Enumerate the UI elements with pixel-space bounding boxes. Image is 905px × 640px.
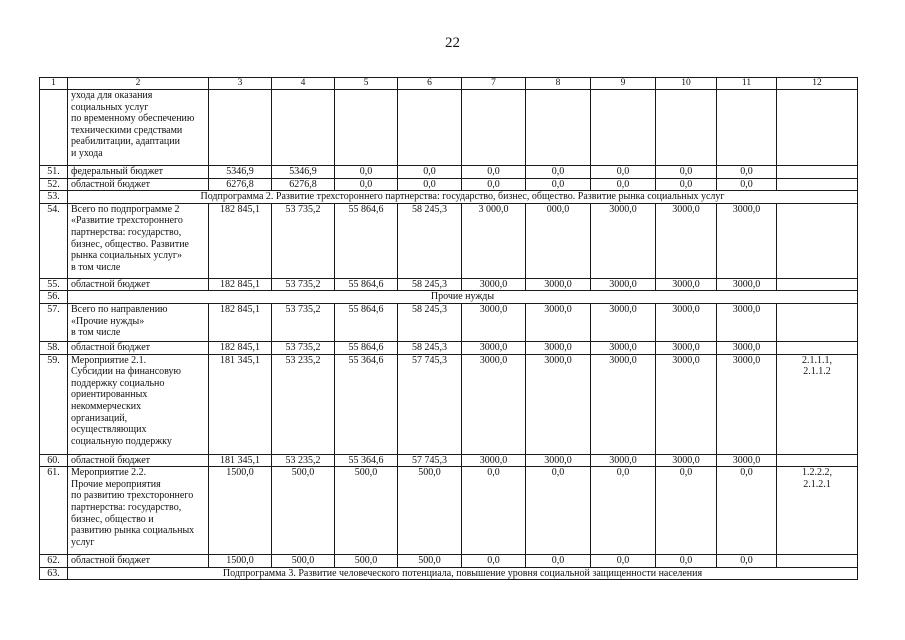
amount-cell: 0,0 [335,166,398,179]
section-title-cell: Подпрограмма 3. Развитие человеческого потенциала, повышение уровня социальной защищенности населения [68,567,858,580]
table-row [40,178,858,191]
amount-cell: 1500,0 [209,467,272,555]
amount-cell: 53 235,2 [272,454,335,467]
amount-cell: 3000,0 [717,203,777,278]
row-number-cell: 56. [40,291,68,304]
amount-cell: 3000,0 [462,454,526,467]
amount-cell: 0,0 [398,178,462,191]
header-row [40,78,858,90]
amount-cell: 0,0 [656,467,717,555]
amount-cell: 3000,0 [591,341,656,354]
item-name-cell: Мероприятие 2.2. Прочие мероприятия по развитию трехстороннего партнерства: государство, бизнес, общество и развитию рынка социальных услуг [68,467,209,555]
amount-cell: 55 864,6 [335,341,398,354]
amount-cell: 3000,0 [717,341,777,354]
column-header: 12 [777,78,858,90]
column-header: 7 [462,78,526,90]
amount-cell: 3000,0 [656,341,717,354]
amount-cell [335,90,398,166]
amount-cell: 0,0 [462,555,526,568]
amount-cell: 500,0 [335,467,398,555]
amount-cell: 3000,0 [656,354,717,454]
table-row [40,341,858,354]
reference-cell [777,203,858,278]
amount-cell: 0,0 [717,467,777,555]
reference-cell [777,90,858,166]
amount-cell: 3000,0 [656,454,717,467]
amount-cell: 0,0 [591,555,656,568]
amount-cell [656,90,717,166]
row-number-cell: 53. [40,191,68,204]
column-header: 4 [272,78,335,90]
amount-cell: 3000,0 [526,354,591,454]
amount-cell [717,90,777,166]
column-header: 10 [656,78,717,90]
amount-cell: 58 245,3 [398,203,462,278]
amount-cell: 3000,0 [591,278,656,291]
table-body [40,78,858,580]
amount-cell: 0,0 [398,166,462,179]
amount-cell: 3000,0 [462,303,526,341]
column-header: 1 [40,78,68,90]
amount-cell: 0,0 [656,178,717,191]
amount-cell: 3000,0 [591,354,656,454]
amount-cell: 3000,0 [591,203,656,278]
amount-cell: 3000,0 [462,354,526,454]
amount-cell: 53 735,2 [272,203,335,278]
row-number-cell: 55. [40,278,68,291]
amount-cell: 500,0 [272,467,335,555]
amount-cell: 182 845,1 [209,203,272,278]
amount-cell: 0,0 [526,555,591,568]
amount-cell: 3000,0 [591,454,656,467]
table-row [40,555,858,568]
item-name-cell: областной бюджет [68,178,209,191]
amount-cell: 182 845,1 [209,303,272,341]
amount-cell: 5346,9 [209,166,272,179]
amount-cell: 57 745,3 [398,354,462,454]
amount-cell: 0,0 [591,467,656,555]
row-number-cell: 58. [40,341,68,354]
amount-cell: 0,0 [717,166,777,179]
reference-cell [777,278,858,291]
row-number-cell: 54. [40,203,68,278]
amount-cell: 3000,0 [526,341,591,354]
budget-table [39,77,858,580]
amount-cell: 55 864,6 [335,203,398,278]
item-name-cell: областной бюджет [68,341,209,354]
amount-cell: 1500,0 [209,555,272,568]
table-row [40,303,858,341]
reference-cell [777,454,858,467]
column-header: 2 [68,78,209,90]
reference-cell: 1.2.2.2, 2.1.2.1 [777,467,858,555]
amount-cell [526,90,591,166]
section-row [40,291,858,304]
item-name-cell: областной бюджет [68,555,209,568]
amount-cell: 500,0 [335,555,398,568]
amount-cell: 3000,0 [717,354,777,454]
amount-cell: 3000,0 [591,303,656,341]
row-number-cell: 60. [40,454,68,467]
table-row [40,203,858,278]
amount-cell: 55 864,6 [335,278,398,291]
column-header: 11 [717,78,777,90]
row-number-cell: 57. [40,303,68,341]
amount-cell: 0,0 [462,166,526,179]
table-row [40,354,858,454]
amount-cell: 3000,0 [526,303,591,341]
amount-cell: 58 245,3 [398,278,462,291]
amount-cell: 55 364,6 [335,354,398,454]
amount-cell: 6276,8 [209,178,272,191]
column-header: 6 [398,78,462,90]
page-number: 22 [445,35,460,51]
reference-cell [777,341,858,354]
amount-cell: 500,0 [272,555,335,568]
amount-cell: 3000,0 [462,341,526,354]
reference-cell [777,166,858,179]
amount-cell: 500,0 [398,555,462,568]
reference-cell: 2.1.1.1, 2.1.1.2 [777,354,858,454]
amount-cell: 0,0 [526,166,591,179]
amount-cell: 0,0 [717,178,777,191]
amount-cell: 182 845,1 [209,278,272,291]
item-name-cell: Мероприятие 2.1. Субсидии на финансовую поддержку социально ориентированных некоммерческих организаций, осуществляющих социальную поддержку [68,354,209,454]
row-number-cell: 61. [40,467,68,555]
amount-cell: 6276,8 [272,178,335,191]
reference-cell [777,303,858,341]
amount-cell: 3000,0 [656,203,717,278]
amount-cell: 3000,0 [526,454,591,467]
amount-cell: 3000,0 [656,278,717,291]
item-name-cell: областной бюджет [68,454,209,467]
amount-cell: 55 864,6 [335,303,398,341]
section-row [40,191,858,204]
row-number-cell: 51. [40,166,68,179]
amount-cell: 53 735,2 [272,278,335,291]
section-title-cell: Подпрограмма 2. Развитие трехстороннего партнерства: государство, бизнес, общество. Развитие рынка социальных услуг [68,191,858,204]
amount-cell: 500,0 [398,467,462,555]
row-number-cell [40,90,68,166]
amount-cell: 0,0 [462,178,526,191]
amount-cell: 3000,0 [717,454,777,467]
item-name-cell: Всего по направлению «Прочие нужды» в том числе [68,303,209,341]
item-name-cell: Всего по подпрограмме 2 «Развитие трехстороннего партнерства: государство, бизнес, общество. Развитие рынка социальных услуг» в том числе [68,203,209,278]
section-row [40,567,858,580]
amount-cell: 3000,0 [462,278,526,291]
table-row [40,278,858,291]
amount-cell: 0,0 [591,166,656,179]
amount-cell [209,90,272,166]
amount-cell [398,90,462,166]
amount-cell [462,90,526,166]
amount-cell: 0,0 [335,178,398,191]
item-name-cell: ухода для оказания социальных услуг по временному обеспечению техническими средствами реабилитации, адаптации и ухода [68,90,209,166]
amount-cell: 0,0 [656,166,717,179]
amount-cell: 53 235,2 [272,354,335,454]
item-name-cell: областной бюджет [68,278,209,291]
amount-cell: 3000,0 [526,278,591,291]
amount-cell: 181 345,1 [209,454,272,467]
amount-cell: 0,0 [526,467,591,555]
column-header: 9 [591,78,656,90]
table-row [40,90,858,166]
amount-cell: 3 000,0 [462,203,526,278]
amount-cell [272,90,335,166]
column-header: 8 [526,78,591,90]
amount-cell [591,90,656,166]
amount-cell: 3000,0 [717,303,777,341]
section-title-cell: Прочие нужды [68,291,858,304]
table-row [40,467,858,555]
row-number-cell: 59. [40,354,68,454]
amount-cell: 3000,0 [656,303,717,341]
amount-cell: 182 845,1 [209,341,272,354]
amount-cell: 53 735,2 [272,303,335,341]
amount-cell: 5346,9 [272,166,335,179]
amount-cell: 000,0 [526,203,591,278]
amount-cell: 58 245,3 [398,303,462,341]
row-number-cell: 63. [40,567,68,580]
column-header: 3 [209,78,272,90]
amount-cell: 0,0 [591,178,656,191]
amount-cell: 0,0 [656,555,717,568]
amount-cell: 53 735,2 [272,341,335,354]
amount-cell: 55 364,6 [335,454,398,467]
column-header: 5 [335,78,398,90]
amount-cell: 0,0 [526,178,591,191]
table-row [40,166,858,179]
amount-cell: 181 345,1 [209,354,272,454]
reference-cell [777,555,858,568]
amount-cell: 58 245,3 [398,341,462,354]
amount-cell: 3000,0 [717,278,777,291]
amount-cell: 0,0 [462,467,526,555]
row-number-cell: 52. [40,178,68,191]
amount-cell: 0,0 [717,555,777,568]
reference-cell [777,178,858,191]
table-row [40,454,858,467]
item-name-cell: федеральный бюджет [68,166,209,179]
row-number-cell: 62. [40,555,68,568]
amount-cell: 57 745,3 [398,454,462,467]
